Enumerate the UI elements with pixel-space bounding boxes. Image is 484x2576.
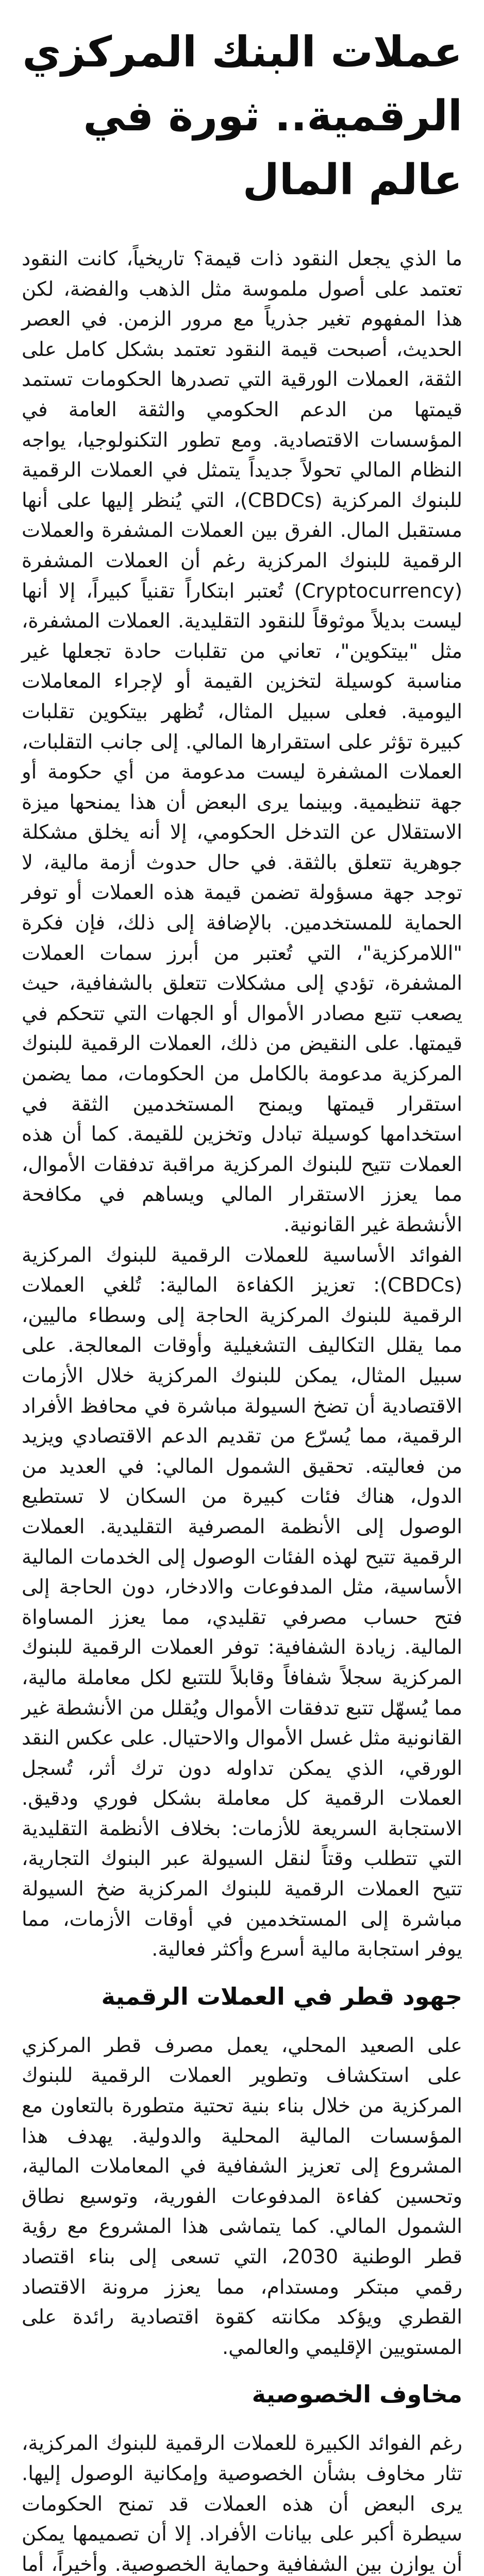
article-title-line-2: الرقمية.. ثورة في عالم المال xyxy=(83,92,462,205)
article-title-line-1: عملات البنك المركزي xyxy=(22,28,462,77)
intro-paragraph: ما الذي يجعل النقود ذات قيمة؟ تاريخياً، كانت النقود تعتمد على أصول ملموسة مثل الذهب والفضة، لكن هذا المفهوم تغير جذرياً مع مرور الزمن. في العصر الحديث، أصبحت قيمة النقود تعتمد بشكل كامل على الثقة، العملات الورقية التي تصدرها الحكومات تستمد قيمتها من الدعم الحكومي والثقة العامة في المؤسسات الاقتصادية. ومع تطور التكنولوجيا، يواجه النظام المالي تحولاً جديداً يتمثل في العملات الرقمية للبنوك المركزية (CBDCs)، التي يُنظر إليها على أنها مستقبل المال. الفرق بين العملات المشفرة والعملات الرقمية للبنوك المركزية رغم أن العملات المشفرة (Cryptocurrency) تُعتبر ابتكاراً تقنياً كبيراً، إلا أنها ليست بديلاً موثوقاً للنقود التقليدية. العملات المشفرة، مثل "بيتكوين"، تعاني من تقلبات حادة تجعلها غير مناسبة كوسيلة لتخزين القيمة أو لإجراء المعاملات اليومية. فعلى سبيل المثال، تُظهر بيتكوين تقلبات كبيرة تؤثر على استقرارها المالي. إلى جانب التقلبات، العملات المشفرة ليست مدعومة من أي حكومة أو جهة تنظيمية. وبينما يرى البعض أن هذا يمنحها ميزة الاستقلال عن التدخل الحكومي، إلا أنه يخلق مشكلة جوهرية تتعلق بالثقة. في حال حدوث أزمة مالية، لا توجد جهة مسؤولة تضمن قيمة هذه العملات أو توفر الحماية للمستخدمين. بالإضافة إلى ذلك، فإن فكرة "اللامركزية"، التي تُعتبر من أبرز سمات العملات المشفرة، تؤدي إلى مشكلات تتعلق بالشفافية، حيث يصعب تتبع مصادر الأموال أو الجهات التي تتحكم في قيمتها. على النقيض من ذلك، العملات الرقمية للبنوك المركزية مدعومة بالكامل من الحكومات، مما يضمن استقرار قيمتها ويمنح المستخدمين الثقة في استخدامها كوسيلة تبادل وتخزين للقيمة. كما أن هذه العملات تتيح للبنوك المركزية مراقبة تدفقات الأموال، مما يعزز الاستقرار المالي ويساهم في مكافحة الأنشطة غير القانونية. xyxy=(22,247,462,1236)
article-title xyxy=(22,21,462,212)
benefits-paragraph: الفوائد الأساسية للعملات الرقمية للبنوك المركزية (CBDCs): تعزيز الكفاءة المالية: تُلغي العملات الرقمية للبنوك المركزية الحاجة إلى وسطاء ماليين، مما يقلل التكاليف التشغيلية وأوقات المعالجة. على سبيل المثال، يمكن للبنوك المركزية خلال الأزمات الاقتصادية أن تضخ السيولة مباشرة في محافظ الأفراد الرقمية، مما يُسرّع من تقديم الدعم الاقتصادي ويزيد من فعاليته. تحقيق الشمول المالي: في العديد من الدول، هناك فئات كبيرة من السكان لا تستطيع الوصول إلى الأنظمة المصرفية التقليدية. العملات الرقمية تتيح لهذه الفئات الوصول إلى الخدمات المالية الأساسية، مثل المدفوعات والادخار، دون الحاجة إلى فتح حساب مصرفي تقليدي، مما يعزز المساواة المالية. زيادة الشفافية: توفر العملات الرقمية للبنوك المركزية سجلاً شفافاً وقابلاً للتتبع لكل معاملة مالية، مما يُسهّل تتبع تدفقات الأموال ويُقلل من الأنشطة غير القانونية مثل غسل الأموال والاحتيال. على عكس النقد الورقي، الذي يمكن تداوله دون ترك أثر، تُسجل العملات الرقمية كل معاملة بشكل فوري ودقيق. الاستجابة السريعة للأزمات: بخلاف الأنظمة التقليدية التي تتطلب وقتاً لنقل السيولة عبر البنوك التجارية، تتيح العملات الرقمية للبنوك المركزية ضخ السيولة مباشرة إلى المستخدمين في أوقات الأزمات، مما يوفر استجابة مالية أسرع وأكثر فعالية. xyxy=(22,1243,462,1961)
qatar-section-paragraph: على الصعيد المحلي، يعمل مصرف قطر المركزي على استكشاف وتطوير العملات الرقمية للبنوك المركزية من خلال بناء بنية تحتية متطورة بالتعاون مع المؤسسات المالية المحلية والدولية. يهدف هذا المشروع إلى تعزيز الشفافية في المعاملات المالية، وتحسين كفاءة المدفوعات الفورية، وتوسيع نطاق الشمول المالي. كما يتماشى هذا المشروع مع رؤية قطر الوطنية 2030، التي تسعى إلى بناء اقتصاد رقمي مبتكر ومستدام، مما يعزز مرونة الاقتصاد القطري ويؤكد مكانته كقوة اقتصادية رائدة على المستويين الإقليمي والعالمي. xyxy=(22,2033,462,2359)
privacy-section-paragraph: رغم الفوائد الكبيرة للعملات الرقمية للبنوك المركزية، تثار مخاوف بشأن الخصوصية وإمكانية الوصول إليها. يرى البعض أن هذه العملات قد تمنح الحكومات سيطرة أكبر على بيانات الأفراد. إلا أن تصميمها يمكن أن يوازن بين الشفافية وحماية الخصوصية. وأخيراً، أما xyxy=(22,2432,462,2576)
privacy-section-heading: مخاوف الخصوصية xyxy=(252,2380,462,2409)
qatar-section-heading: جهود قطر في العملات الرقمية xyxy=(101,1982,462,2010)
